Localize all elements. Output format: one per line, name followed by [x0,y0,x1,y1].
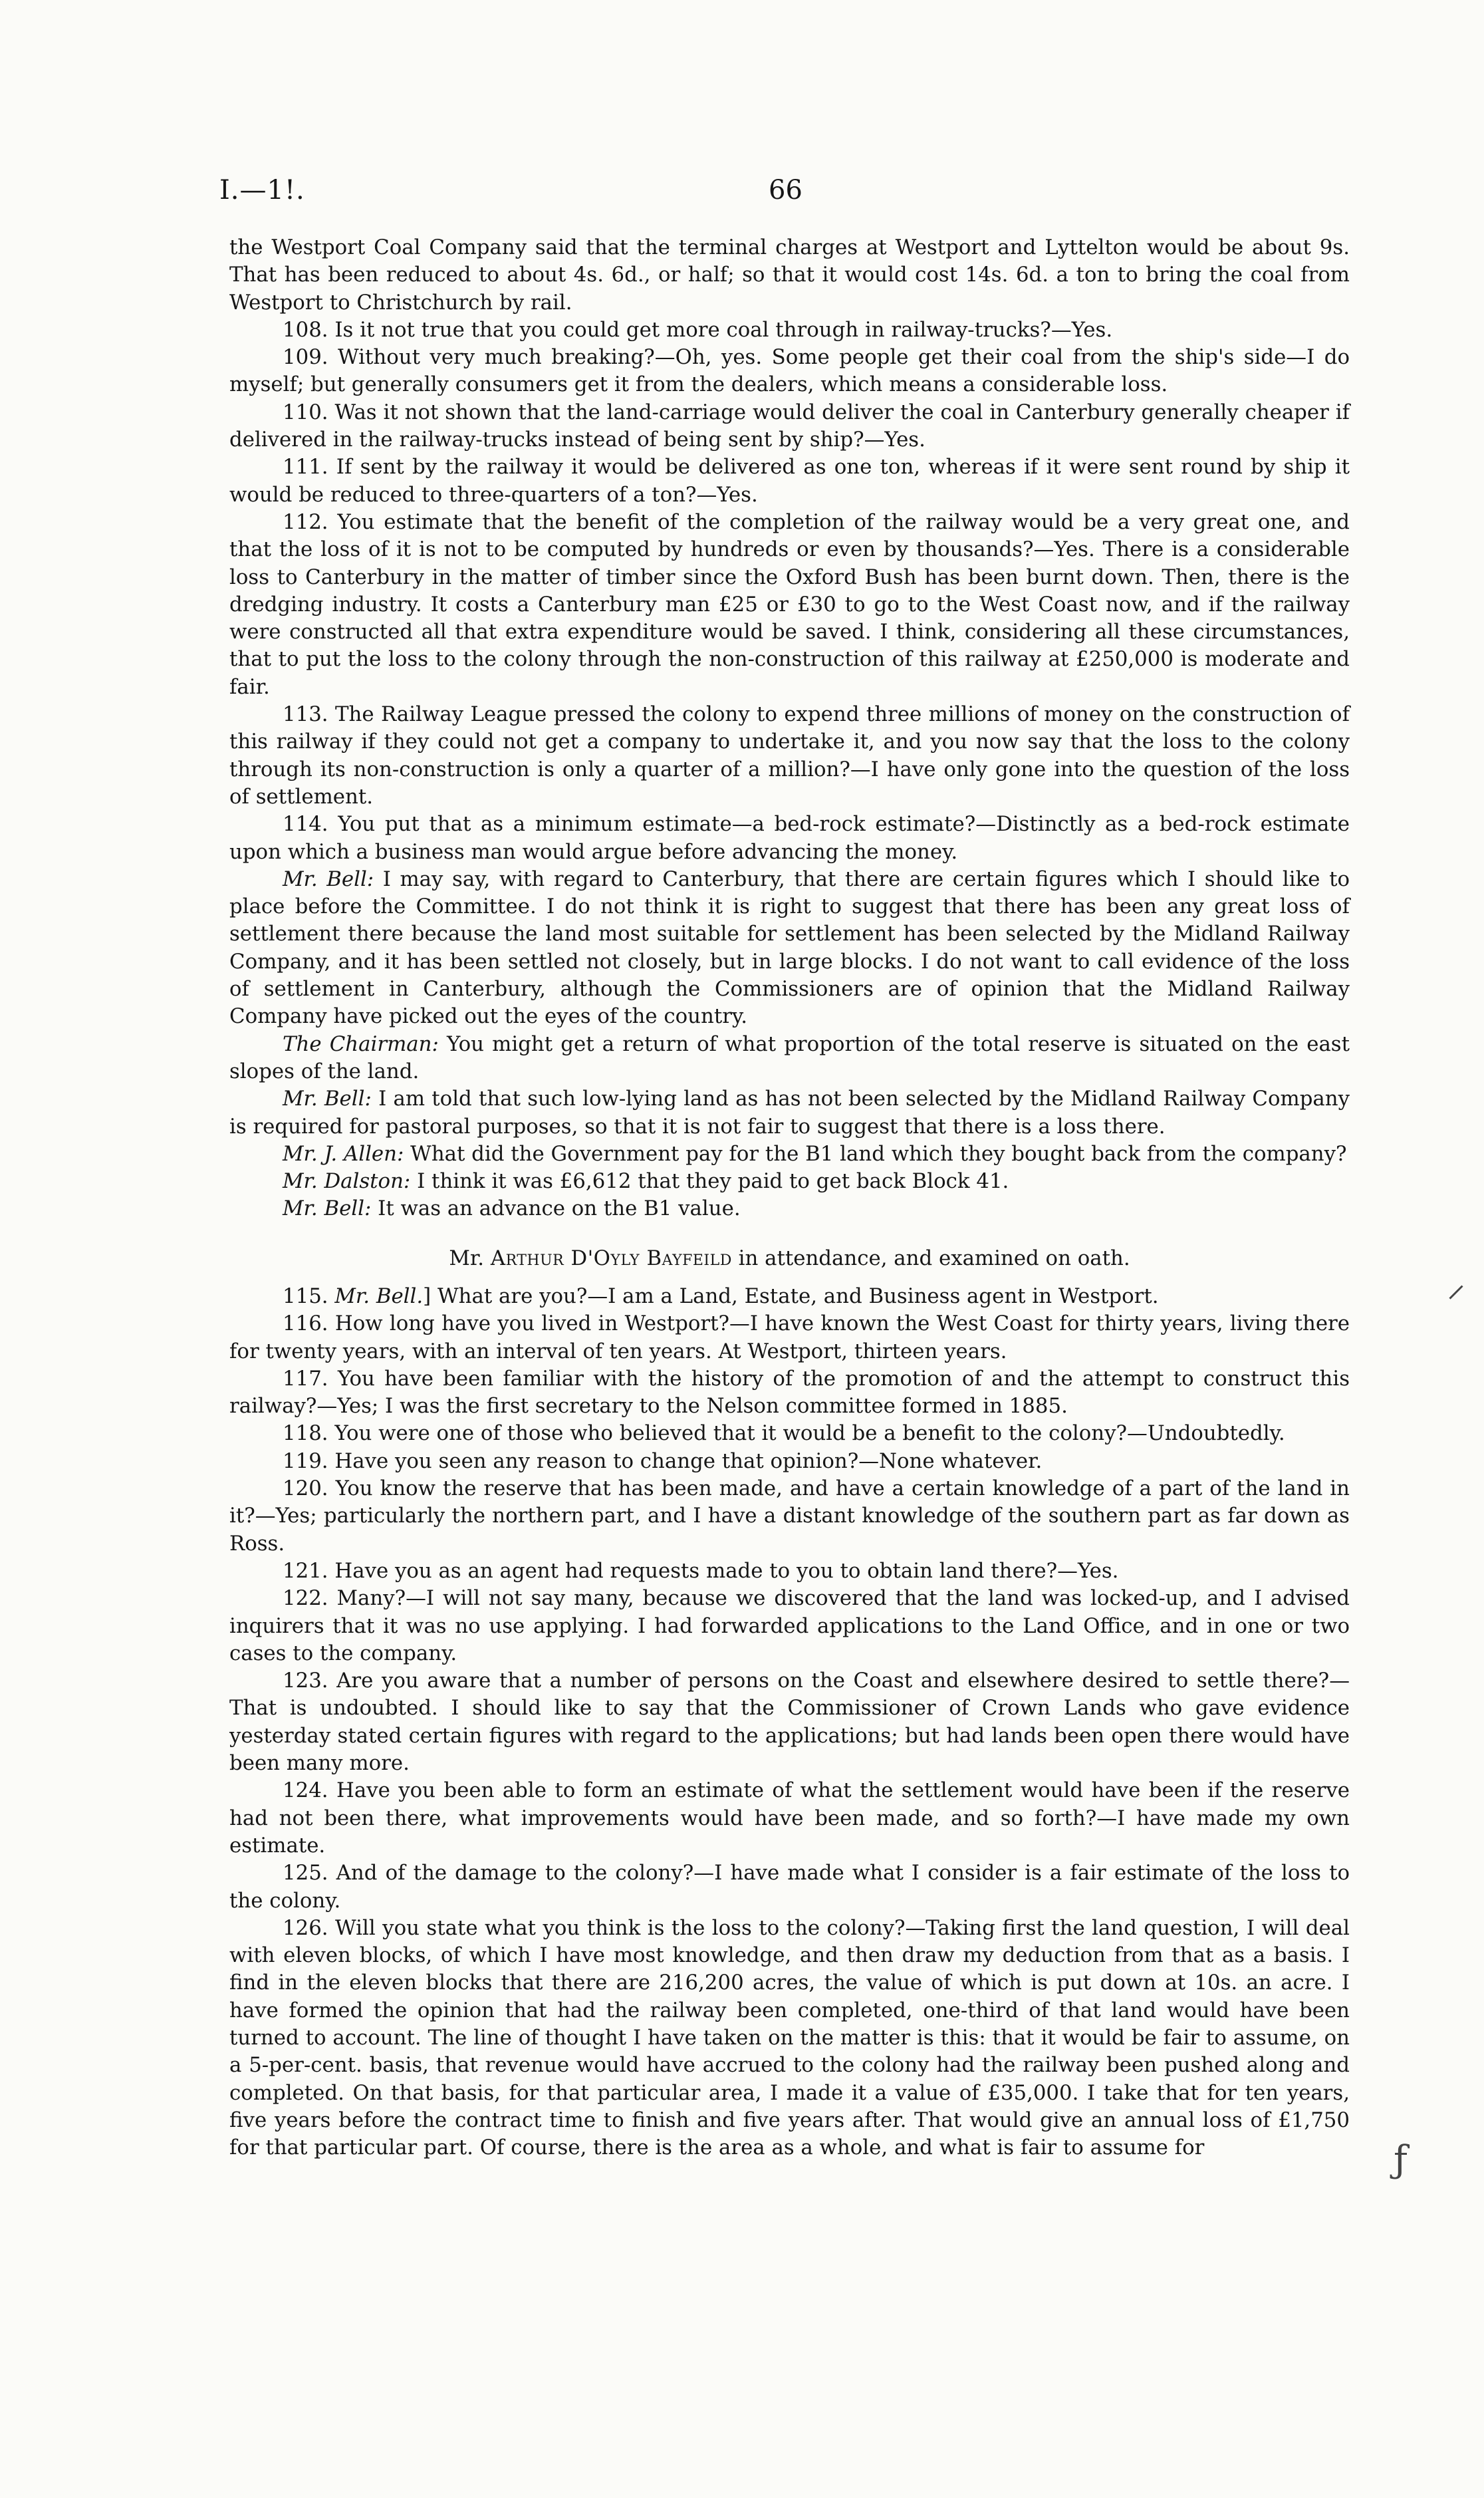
paragraph-q124: 124. Have you been able to form an estimate of what the settlement would have been if the reserve had not been there, what improvements would have been made, and so forth?—I have made my own estimate. [229,1778,1350,1858]
paragraph-q121: 121. Have you as an agent had requests made to you to obtain land there?—Yes. [283,1558,1119,1583]
paragraph-q108: 108. Is it not true that you could get more coal through in railway-trucks?—Yes. [283,317,1113,342]
speaker-name: Mr. Bell: [283,1087,372,1111]
speaker-name: Mr. Bell: [283,867,374,891]
document-reference: I.—1!. [219,175,305,206]
speaker-name: Mr. Dalston: [283,1169,411,1194]
statement-bell-1: Mr. Bell: I may say, with regard to Canterbury, that there are certain figures which I should like to place before the Committee. I do not think it is right to suggest that there has been any great loss of settlement there because the land most suitable for settlement has been selected by the Midland Railway Company, and it has been settled not closely, but in large blocks. I do not want to call evidence of the loss of settlement in Canterbury, although the Commissioners are of opinion that the Midland Railway Company have picked out the eyes of the country. [229,867,1350,1029]
statement-chairman: The Chairman: You might get a return of what proportion of the total reserve is situated on the east slopes of the land. [229,1032,1350,1083]
margin-pencil-mark: ƒ [1394,2138,1408,2181]
statement-allen: Mr. J. Allen: What did the Government pay for the B1 land which they bought back from the company? [283,1141,1347,1166]
statement-bell-2: Mr. Bell: I am told that such low-lying land as has not been selected by the Midland Railway Company is required for pastoral purposes, so that it is not fair to suggest that there is a loss there. [229,1087,1350,1139]
speaker-name: Mr. Bell. [334,1284,424,1308]
page-number: 66 [769,175,803,206]
paragraph-q120: 120. You know the reserve that has been made, and have a certain knowledge of a part of the land in it?—Yes; particularly the northern part, and I have a distant knowledge of the southern part as far down as Ross. [229,1476,1350,1556]
paragraph-q113: 113. The Railway League pressed the colony to expend three millions of money on the construction of this railway if they could not get a company to undertake it, and you now say that the loss to the colony through its non-construction is only a quarter of a million?—I have only gone into the question of the loss of settlement. [229,702,1350,809]
paragraph-q109: 109. Without very much breaking?—Oh, yes. Some people get their coal from the ship's side—I do myself; but generally consumers get it from the dealers, which means a considerable loss. [229,345,1350,397]
paragraph-q118: 118. You were one of those who believed that it would be a benefit to the colony?—Undoubtedly. [283,1421,1285,1446]
paragraph-q126: 126. Will you state what you think is the loss to the colony?—Taking first the land question, I will deal with eleven blocks, of which I have most knowledge, and then draw my deduction from that as a basis. I find in the eleven blocks that there are 216,200 acres, the value of which is put down at 10s. an acre. I have formed the opinion that had the railway been completed, one-third of that land would have been turned to account. The line of thought I have taken on the matter is this: that it would be fair to assume, on a 5-per-cent. basis, that revenue would have accrued to the colony had the railway been pushed along and completed. On that basis, for that particular area, I made it a value of £35,000. I take that for ten years, five years before the contract time to finish and five years after. That would give an annual loss of £1,750 for that particular part. Of course, there is the area as a whole, and what is fair to assume for [229,1915,1350,2160]
paragraph-q114: 114. You put that as a minimum estimate—a bed-rock estimate?—Distinctly as a bed-rock estimate upon which a business man would argue before advancing the money. [229,812,1350,864]
speaker-name: Mr. Bell: [283,1196,372,1221]
paragraph-q111: 111. If sent by the railway it would be delivered as one ton, whereas if it were sent round by ship it would be reduced to three-quarters of a ton?—Yes. [229,455,1350,507]
speaker-name: Mr. J. Allen: [283,1141,404,1166]
statement-bell-3: Mr. Bell: It was an advance on the B1 value. [283,1196,741,1221]
paragraph-q116: 116. How long have you lived in Westport?—I have known the West Coast for thirty years, living there for twenty years, with an interval of ten years. At Westport, thirteen years. [229,1312,1350,1363]
paragraph-q122: 122. Many?—I will not say many, because we discovered that the land was locked-up, and I advised inquirers that it was no use applying. I had forwarded applications to the Land Office, and in one or two cases to the company. [229,1586,1350,1665]
paragraph-q112: 112. You estimate that the benefit of the completion of the railway would be a very great one, and that the loss of it is not to be computed by hundreds or even by thousands?—Yes. There is a considerable loss to Canterbury in the matter of timber since the Oxford Bush has been burnt down. Then, there is the dredging industry. It costs a Canterbury man £25 or £30 to go to the West Coast now, and if the railway were constructed all that extra expenditure would be saved. I think, considering all these circumstances, that to put the loss to the colony through the non-construction of this railway at £250,000 is moderate and fair. [229,509,1350,699]
margin-pencil-mark: ⸝ [1447,1262,1465,1306]
witness-name: Arthur D'Oyly Bayfeild [490,1246,732,1270]
paragraph-q117: 117. You have been familiar with the history of the promotion of and the attempt to construct this railway?—Yes; I was the first secretary to the Nelson committee formed in 1885. [229,1366,1350,1419]
paragraph-q123: 123. Are you aware that a number of persons on the Coast and elsewhere desired to settle there?—That is undoubted. I should like to say that the Commissioner of Crown Lands who gave evidence yesterday stated certain figures with regard to the applications; but had lands been open there would have been many more. [229,1669,1350,1776]
speaker-name: The Chairman: [283,1032,439,1056]
paragraph-q110: 110. Was it not shown that the land-carriage would deliver the coal in Canterbury generally cheaper if delivered in the railway-trucks instead of being sent by ship?—Yes. [229,400,1350,452]
paragraph-continuation: the Westport Coal Company said that the terminal charges at Westport and Lyttelton would be about 9s. That has been reduced to about 4s. 6d., or half; so that it would cost 14s. 6d. a ton to bring the coal from Westport to Christchurch by rail. [229,235,1350,315]
paragraph-q115: 115. Mr. Bell.] What are you?—I am a Land, Estate, and Business agent in Westport. [283,1284,1159,1308]
witness-heading: Mr. Arthur D'Oyly Bayfeild in attendance, and examined on oath. [449,1246,1130,1270]
document-body [229,234,1350,2161]
paragraph-q125: 125. And of the damage to the colony?—I have made what I consider is a fair estimate of the loss to the colony. [229,1861,1350,1913]
statement-dalston: Mr. Dalston: I think it was £6,612 that they paid to get back Block 41. [283,1169,1009,1194]
paragraph-q119: 119. Have you seen any reason to change that opinion?—None whatever. [283,1449,1043,1473]
